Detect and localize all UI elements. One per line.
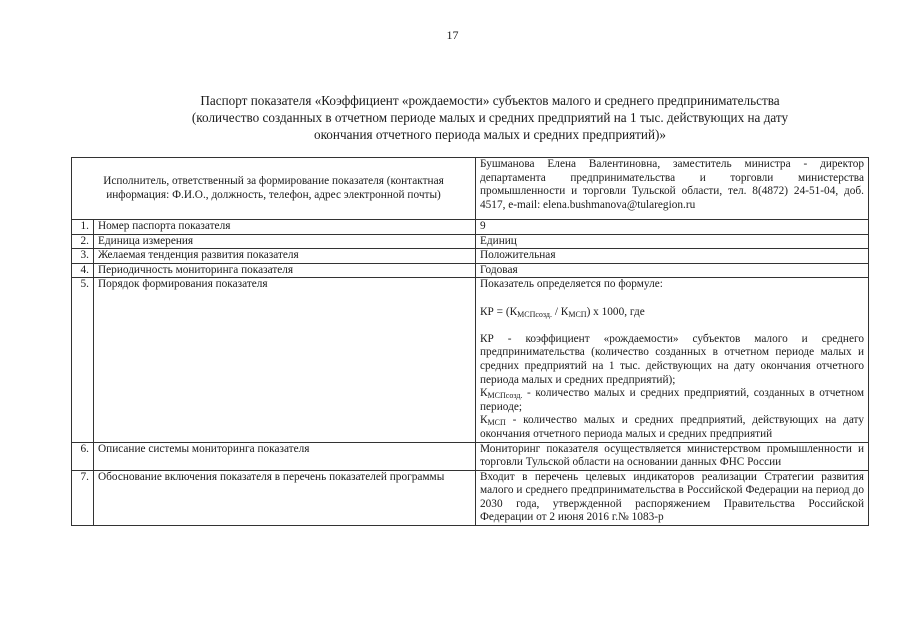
table-row (72, 442, 869, 470)
executor-label: Исполнитель, ответственный за формирование показателя (контактная информация: Ф.И.О., должность, телефон, адрес электронной почты) (72, 158, 476, 220)
title-line-2: (количество созданных в отчетном периоде малых и средних предприятий на 1 тыс. действующих на дату (191, 110, 789, 125)
table-row-executor (72, 158, 869, 220)
table-row (72, 234, 869, 249)
row-label: Порядок формирования показателя (94, 278, 476, 442)
row-value: Входит в перечень целевых индикаторов реализации Стратегии развития малого и среднего предпринимательства в Российской Федерации на период до 2030 года, утвержденной распоряжением Правительства Российской Федерации от 2 июня 2016 г.№ 1083-р (476, 470, 869, 525)
table-row (72, 220, 869, 235)
row-number: 2. (72, 234, 94, 249)
formula-definition-kmsp: $К_{МСП}$ - количество малых и средних предприятий, действующих на дату окончания отчетного периода малых и средних предприятий (480, 414, 864, 440)
formula-cell (476, 278, 869, 442)
row-value: 9 (476, 220, 869, 235)
executor-value: Бушманова Елена Валентиновна, заместитель министра - директор департамента предпринимательства и торговли министерства промышленности и торговли Тульской области, тел. 8(4872) 24-51-04, доб. 4517, e-mail: elena.bushmanova@tularegion.ru (476, 158, 869, 220)
formula-definition-kr: КР - коэффициент «рождаемости» субъектов малого и среднего предпринимательства (количество созданных в отчетном периоде малых и средних предприятий на 1 тыс. действующих на дату окончания отчетного периода малых и средних предприятий); (480, 332, 864, 386)
row-number: 1. (72, 220, 94, 235)
row-label: Желаемая тенденция развития показателя (94, 249, 476, 264)
row-value: Единиц (476, 234, 869, 249)
row-number: 5. (72, 278, 94, 442)
row-number: 6. (72, 442, 94, 470)
title-line-1: Паспорт показателя «Коэффициент «рождаемости» субъектов малого и среднего предпринимательства (200, 93, 780, 108)
title-line-3: окончания отчетного периода малых и средних предприятий)» (313, 127, 667, 142)
formula-definition-kmsp-sozd: $К_{МСПсозд.}$ - количество малых и средних предприятий, созданных в отчетном периоде; (480, 387, 864, 413)
passport-table (71, 157, 869, 526)
table-row (72, 249, 869, 264)
row-value: Годовая (476, 263, 869, 278)
row-number: 7. (72, 470, 94, 525)
row-number: 4. (72, 263, 94, 278)
row-label: Периодичность мониторинга показателя (94, 263, 476, 278)
row-label: Обоснование включения показателя в перечень показателей программы (94, 470, 476, 525)
row-number: 3. (72, 249, 94, 264)
table-row (72, 263, 869, 278)
row-label: Номер паспорта показателя (94, 220, 476, 235)
table-row (72, 278, 869, 442)
formula-intro: Показатель определяется по формуле: (480, 278, 663, 291)
table-row (72, 470, 869, 525)
row-value: Положительная (476, 249, 869, 264)
row-value: Мониторинг показателя осуществляется министерством промышленности и торговли Тульской области на основании данных ФНС России (476, 442, 869, 470)
row-label: Единица измерения (94, 234, 476, 249)
page-number: 17 (446, 28, 459, 42)
document-title (110, 92, 870, 143)
row-label: Описание системы мониторинга показателя (94, 442, 476, 470)
formula-expression: КР = $(К_{МСПсозд.} / К_{МСП})$ х 1000, где (480, 305, 645, 319)
